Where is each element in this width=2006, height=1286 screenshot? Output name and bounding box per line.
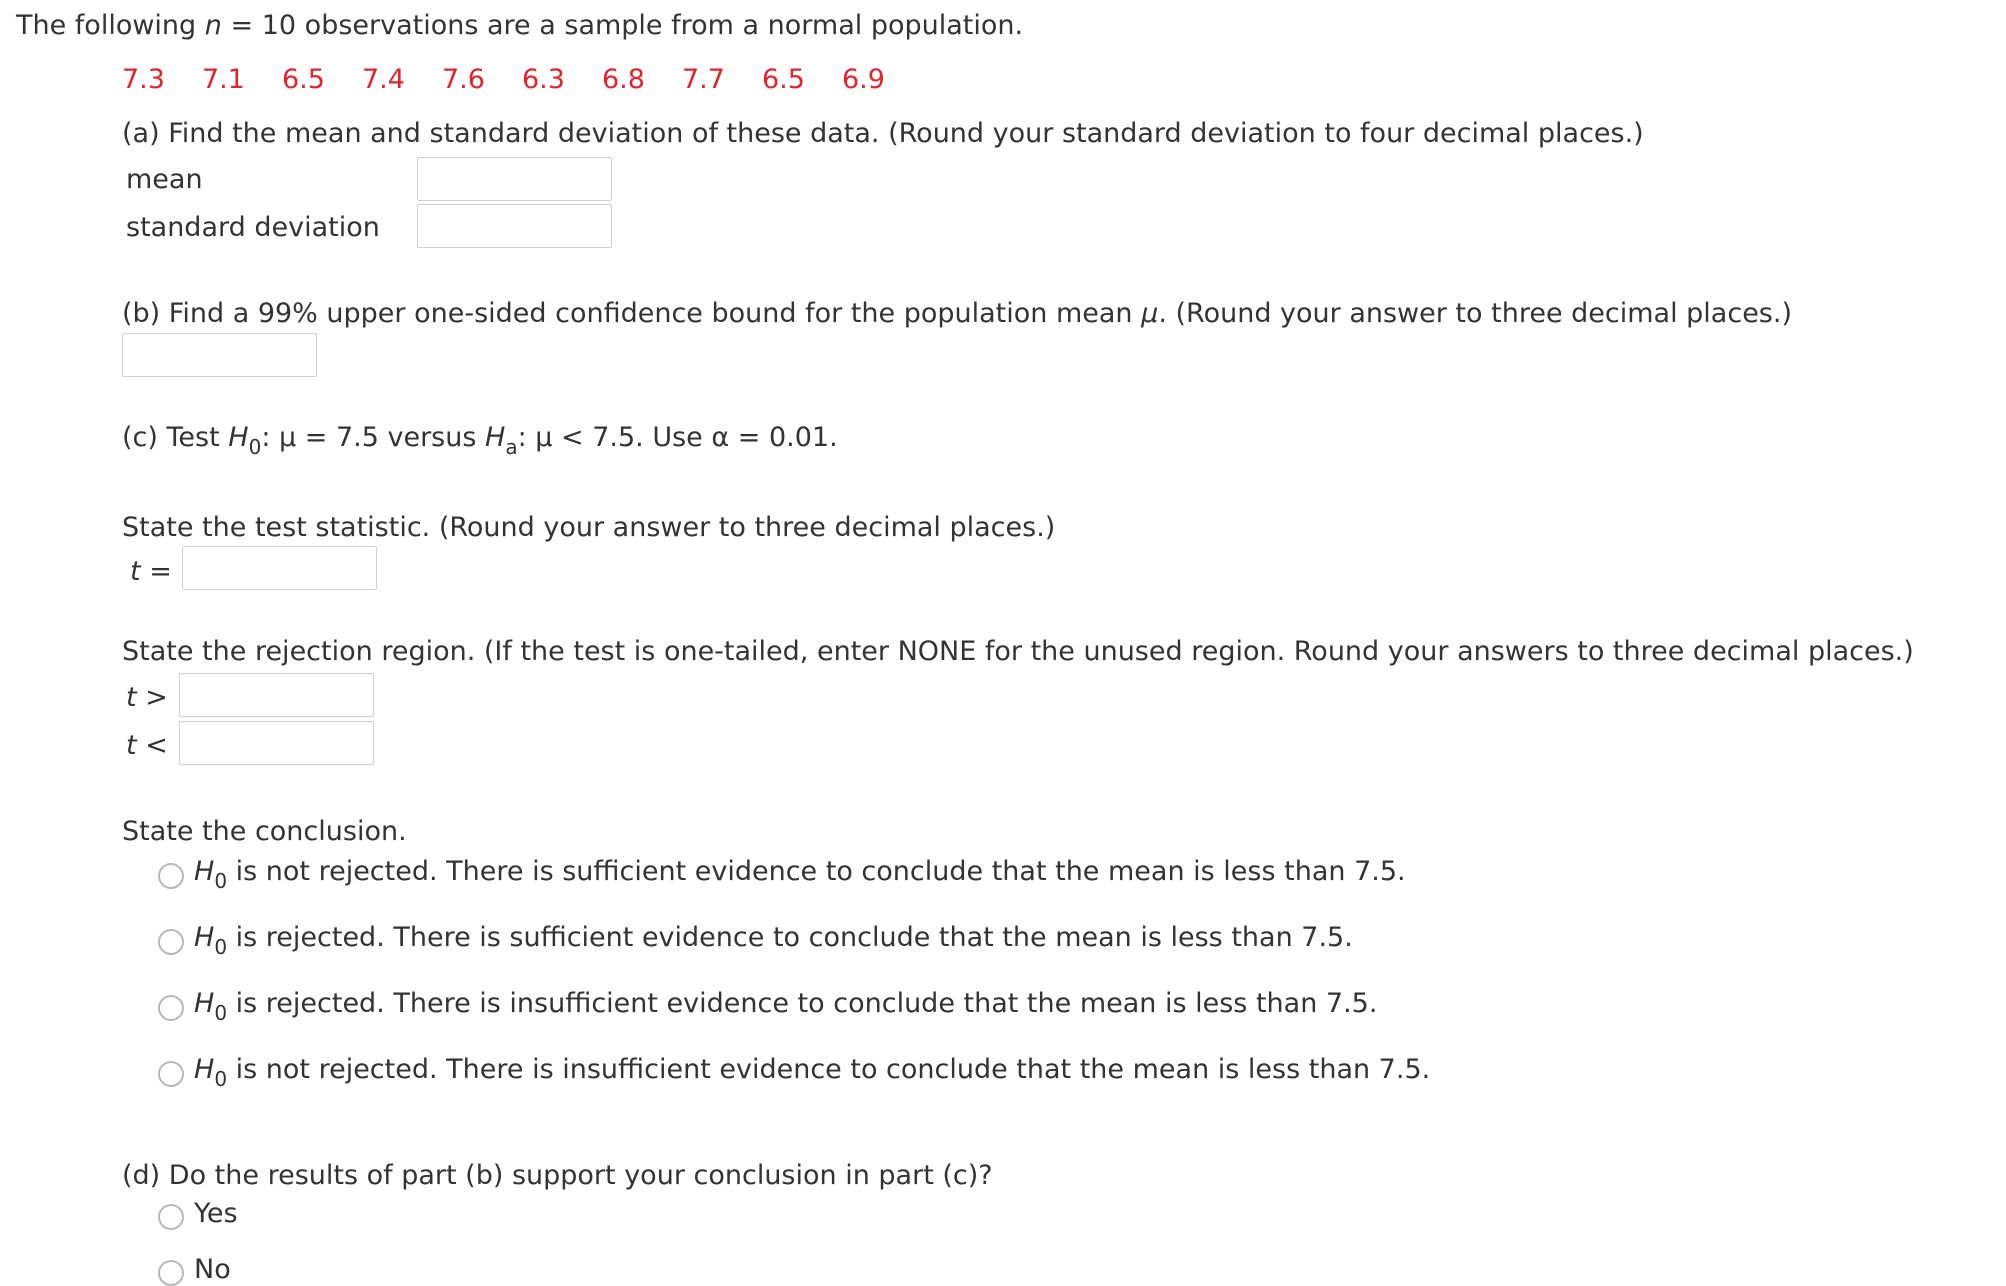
conclusion-option-1: $H_0$ is not rejected. There is sufficient evidence to conclude that the mean is less than 7.5. bbox=[194, 856, 1406, 893]
t-greater-label: t > bbox=[126, 682, 168, 713]
observation-value: 7.7 bbox=[682, 64, 725, 95]
test-statistic-prompt: State the test statistic. (Round your answer to three decimal places.) bbox=[122, 512, 1056, 543]
t-less-input[interactable] bbox=[179, 721, 374, 765]
conclusion-option-2: $H_0$ is rejected. There is sufficient evidence to conclude that the mean is less than 7.5. bbox=[194, 922, 1353, 959]
part-a-question: (a) Find the mean and standard deviation of these data. (Round your standard deviation to four decimal places.) bbox=[122, 118, 1644, 149]
conclusion-radio-3[interactable] bbox=[158, 995, 184, 1021]
no-label: No bbox=[194, 1254, 231, 1285]
observation-value: 6.9 bbox=[842, 64, 885, 95]
observation-value: 6.3 bbox=[522, 64, 565, 95]
observation-value: 7.6 bbox=[442, 64, 485, 95]
conclusion-prompt: State the conclusion. bbox=[122, 816, 407, 847]
intro-text: The following n = 10 observations are a sample from a normal population. bbox=[16, 10, 1024, 41]
part-c-hypotheses: (c) Test $H_0$: μ = 7.5 versus $H_a$: μ < 7.5. Use α = 0.01. bbox=[122, 422, 838, 459]
no-radio[interactable] bbox=[158, 1260, 184, 1286]
conclusion-option-3: $H_0$ is rejected. There is insufficient evidence to conclude that the mean is less than 7.5. bbox=[194, 988, 1378, 1025]
observation-value: 7.3 bbox=[122, 64, 165, 95]
yes-radio[interactable] bbox=[158, 1204, 184, 1230]
observation-value: 6.5 bbox=[282, 64, 325, 95]
rejection-region-prompt: State the rejection region. (If the test is one-tailed, enter NONE for the unused region. Round your answers to three decimal places.) bbox=[122, 636, 1914, 667]
observation-value: 7.1 bbox=[202, 64, 245, 95]
t-equals-label: t = bbox=[130, 556, 172, 587]
part-d-question: (d) Do the results of part (b) support your conclusion in part (c)? bbox=[122, 1160, 993, 1191]
t-less-label: t < bbox=[126, 730, 168, 761]
sd-input[interactable] bbox=[417, 204, 612, 248]
t-greater-input[interactable] bbox=[179, 673, 374, 717]
observation-value: 7.4 bbox=[362, 64, 405, 95]
observation-value: 6.5 bbox=[762, 64, 805, 95]
part-b-question: (b) Find a 99% upper one-sided confidence bound for the population mean μ. (Round your answer to three decimal places.) bbox=[122, 298, 1792, 329]
conclusion-option-4: $H_0$ is not rejected. There is insufficient evidence to conclude that the mean is less than 7.5. bbox=[194, 1054, 1431, 1091]
mean-label: mean bbox=[126, 164, 203, 195]
conclusion-radio-2[interactable] bbox=[158, 929, 184, 955]
conclusion-radio-4[interactable] bbox=[158, 1061, 184, 1087]
observations-row bbox=[122, 64, 922, 95]
conclusion-radio-1[interactable] bbox=[158, 863, 184, 889]
t-statistic-input[interactable] bbox=[182, 546, 377, 590]
mean-input[interactable] bbox=[417, 157, 612, 201]
yes-label: Yes bbox=[194, 1198, 238, 1229]
observation-value: 6.8 bbox=[602, 64, 645, 95]
sd-label: standard deviation bbox=[126, 212, 380, 243]
confidence-bound-input[interactable] bbox=[122, 333, 317, 377]
